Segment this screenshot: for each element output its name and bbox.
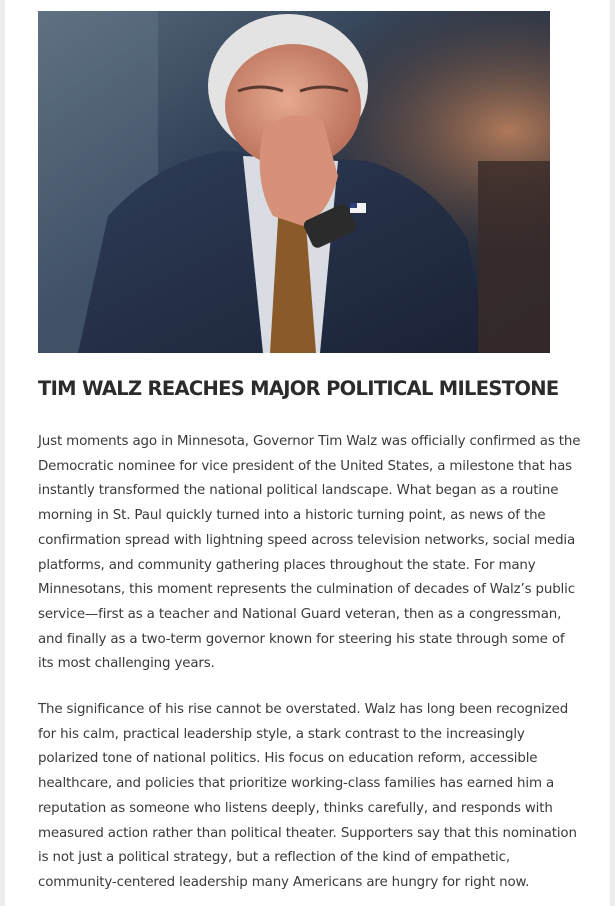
- article-paragraph: Just moments ago in Minnesota, Governor Tim Walz was officially confirmed as the Democratic nominee for vice president of the United States, a milestone that has instantly transformed the national political landscape. What began as a routine morning in St. Paul quickly turned into a historic turning point, as news of the confirmation spread with lightning speed across television networks, social media platforms, and community gathering places throughout the state. For many Minnesotans, this moment represents the culmination of decades of Walz’s public service—first as a teacher and National Guard veteran, then as a congressman, and finally as a two-term governor known for steering his state through some of its most challenging years.: [38, 434, 581, 672]
- article-page: [5, 0, 610, 906]
- article-body: [38, 430, 583, 906]
- article-hero-image: [38, 11, 550, 353]
- article-paragraph: The significance of his rise cannot be overstated. Walz has long been recognized for his calm, practical leadership style, a stark contrast to the increasingly polarized tone of national politics. His focus on education reform, accessible healthcare, and policies that prioritize working-class families has earned him a reputation as someone who listens deeply, thinks carefully, and responds with measured action rather than political theater. Supporters say that this nomination is not just a political strategy, but a reflection of the kind of empathetic, community-centered leadership many Americans are hungry for right now.: [38, 702, 577, 890]
- hero-photo: [38, 11, 550, 353]
- article-headline: TIM WALZ REACHES MAJOR POLITICAL MILESTONE: [38, 377, 559, 400]
